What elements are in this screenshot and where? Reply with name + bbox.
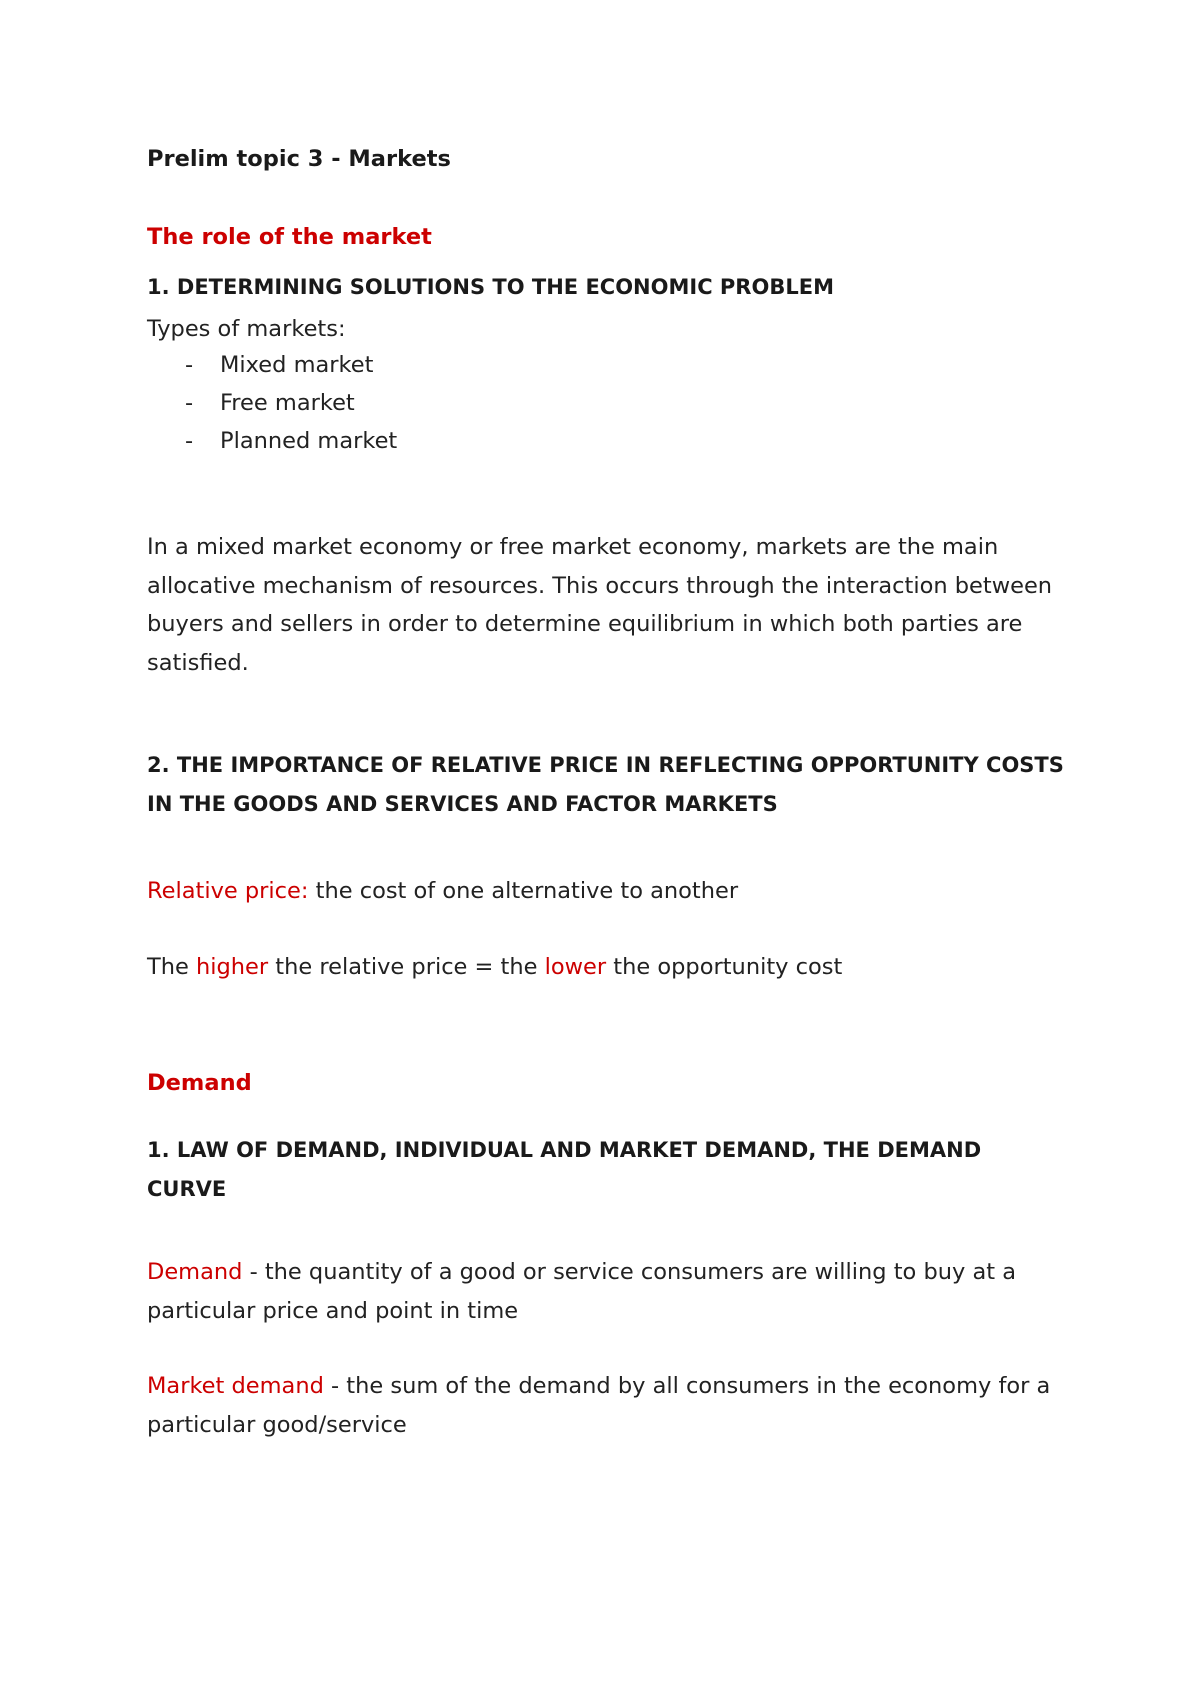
demand-text: - the quantity of a good or service consumers are willing to buy at a particular price and point in time	[147, 1259, 1017, 1324]
mixed-market-paragraph: In a mixed market economy or free market economy, markets are the main allocative mechanism of resources. This occurs through the interaction between buyers and sellers in order to determine equilibrium in which both parties are satisfied.	[147, 534, 1053, 676]
relationship-part2: the relative price = the	[268, 954, 545, 980]
subheading-relative-price: 2. THE IMPORTANCE OF RELATIVE PRICE IN REFLECTING OPPORTUNITY COSTS IN THE GOODS AND SERVICES AND FACTOR MARKETS	[147, 753, 1064, 816]
demand-term: Demand	[147, 1259, 243, 1285]
document-title: Prelim topic 3 - Markets	[147, 146, 451, 172]
list-item-label: Free market	[220, 390, 355, 416]
list-dash: -	[185, 390, 194, 416]
market-demand-definition	[147, 1367, 1067, 1444]
subheading-law-of-demand: 1. LAW OF DEMAND, INDIVIDUAL AND MARKET DEMAND, THE DEMAND CURVE	[147, 1138, 982, 1201]
market-demand-term: Market demand	[147, 1373, 324, 1399]
relationship-part3: the opportunity cost	[606, 954, 843, 980]
types-of-markets-label: Types of markets:	[147, 316, 346, 342]
relationship-higher: higher	[196, 954, 269, 980]
relative-price-definition	[147, 872, 1067, 911]
list-dash: -	[185, 428, 194, 454]
list-item-label: Mixed market	[220, 352, 374, 378]
relationship-lower: lower	[544, 954, 607, 980]
list-item	[147, 346, 397, 384]
market-types-list	[147, 346, 397, 460]
list-dash: -	[185, 352, 194, 378]
section-heading-role-of-market: The role of the market	[147, 224, 432, 250]
relative-price-relationship	[147, 948, 1067, 987]
section-heading-demand: Demand	[147, 1070, 252, 1096]
list-item	[147, 422, 397, 460]
relationship-part1: The	[147, 954, 196, 980]
list-item	[147, 384, 397, 422]
market-demand-text: - the sum of the demand by all consumers in the economy for a particular good/service	[147, 1373, 1051, 1438]
list-item-label: Planned market	[220, 428, 398, 454]
subheading-economic-problem: 1. DETERMINING SOLUTIONS TO THE ECONOMIC PROBLEM	[147, 275, 834, 299]
relative-price-text: the cost of one alternative to another	[308, 878, 739, 904]
demand-definition	[147, 1253, 1067, 1330]
relative-price-term: Relative price:	[147, 878, 309, 904]
